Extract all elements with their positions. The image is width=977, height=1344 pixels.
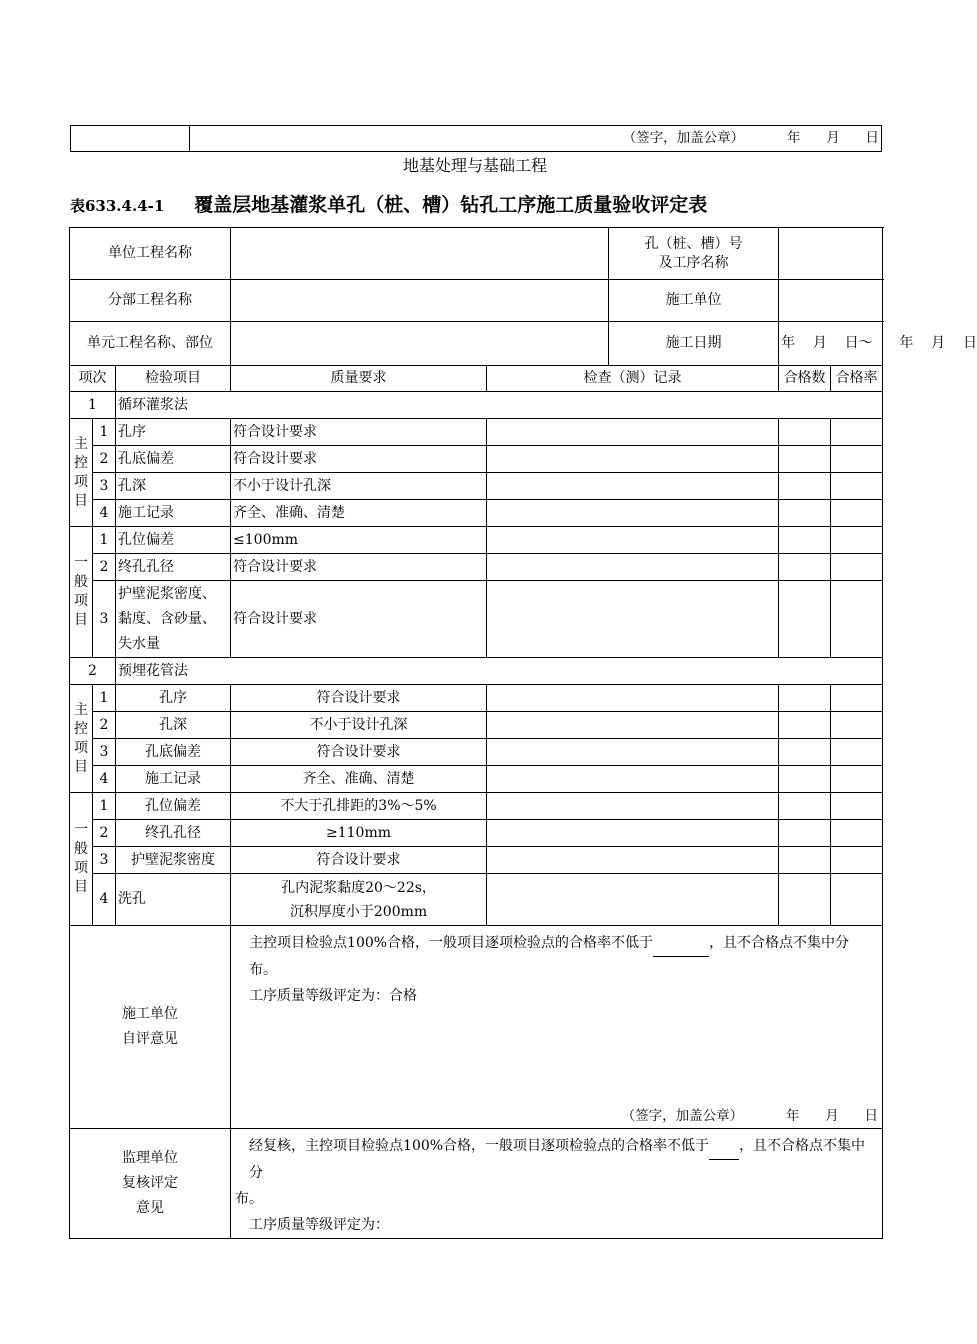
- unit-project-label: 单位工程名称: [70, 228, 231, 280]
- record-field[interactable]: [487, 766, 779, 793]
- form-title-line: [70, 190, 930, 217]
- pass-rate-field[interactable]: [831, 419, 883, 446]
- item-req: 符合设计要求: [231, 446, 487, 473]
- item-req: ≥110mm: [231, 820, 487, 847]
- item-req: ≤100mm: [231, 527, 487, 554]
- section-title: 地基处理与基础工程: [402, 156, 547, 175]
- item-no: 3: [93, 581, 116, 658]
- item-no: 4: [93, 500, 116, 527]
- date-label: 施工日期: [609, 322, 779, 366]
- table-row: [70, 874, 883, 926]
- record-field[interactable]: [487, 473, 779, 500]
- item-no: 3: [93, 739, 116, 766]
- general-items-label: 一 般 项 目: [70, 527, 93, 658]
- pass-rate-field[interactable]: [831, 874, 883, 926]
- pass-count-field[interactable]: [779, 793, 831, 820]
- record-field[interactable]: [487, 739, 779, 766]
- table-row: [70, 793, 883, 820]
- main-items-label: 主 控 项 目: [70, 419, 93, 527]
- item-req: 符合设计要求: [231, 685, 487, 712]
- item-name: 孔序: [116, 685, 231, 712]
- pass-rate-field[interactable]: [831, 473, 883, 500]
- pass-rate-field[interactable]: [831, 847, 883, 874]
- supervisor-pass-rate-blank[interactable]: [709, 1133, 739, 1160]
- record-field[interactable]: [487, 446, 779, 473]
- pass-count-field[interactable]: [779, 874, 831, 926]
- table-row: [70, 446, 883, 473]
- fragment-signature-line: （签字，加盖公章） 年 月 日: [190, 126, 882, 152]
- col-item-no: 项次: [70, 366, 116, 392]
- table-row: [70, 419, 883, 446]
- pass-count-field[interactable]: [779, 685, 831, 712]
- item-no: 3: [93, 847, 116, 874]
- pass-rate-field[interactable]: [831, 712, 883, 739]
- item-req: 符合设计要求: [231, 554, 487, 581]
- pass-rate-field[interactable]: [831, 685, 883, 712]
- col-pass-rate: 合格率: [831, 366, 883, 392]
- item-no: 2: [93, 712, 116, 739]
- pass-count-field[interactable]: [779, 581, 831, 658]
- hole-no-field[interactable]: [779, 228, 883, 280]
- table-row: [70, 685, 883, 712]
- col-inspection-item: 检验项目: [116, 366, 231, 392]
- pass-rate-field[interactable]: [831, 554, 883, 581]
- unit-project-field[interactable]: [231, 228, 609, 280]
- item-name: 终孔孔径: [116, 820, 231, 847]
- method2-no: 2: [70, 658, 116, 685]
- pass-count-field[interactable]: [779, 527, 831, 554]
- sub-project-field[interactable]: [231, 280, 609, 322]
- item-name: 施工记录: [116, 500, 231, 527]
- hole-no-label-line2: 及工序名称: [658, 254, 729, 271]
- pass-count-field[interactable]: [779, 419, 831, 446]
- supervisor-opinion-text: 经复核，主控项目检验点100%合格，一般项目逐项检验点的合格率不低于 ，且不合格点不集中分: [235, 1133, 876, 1186]
- element-label: 单元工程名称、部位: [70, 322, 231, 366]
- item-no: 1: [93, 685, 116, 712]
- item-req: 符合设计要求: [231, 739, 487, 766]
- item-req: 孔内泥浆黏度20～22s， 沉积厚度小于200mm: [231, 874, 487, 926]
- col-record: 检查（测）记录: [487, 366, 779, 392]
- item-no: 2: [93, 446, 116, 473]
- pass-rate-field[interactable]: [831, 739, 883, 766]
- item-req: 不小于设计孔深: [231, 473, 487, 500]
- record-field[interactable]: [487, 554, 779, 581]
- table-row: [70, 847, 883, 874]
- item-name: 护壁泥浆密度: [116, 847, 231, 874]
- pass-count-field[interactable]: [779, 712, 831, 739]
- table-row: [70, 712, 883, 739]
- item-no: 2: [93, 554, 116, 581]
- contractor-opinion-text: 主控项目检验点100%合格，一般项目逐项检验点的合格率不低于 ，且不合格点不集中分布。: [249, 930, 876, 983]
- item-req: 符合设计要求: [231, 419, 487, 446]
- supervisor-opinion-label: 监理单位 复核评定 意见: [70, 1129, 231, 1239]
- supervisor-opinion-box[interactable]: [231, 1129, 883, 1239]
- fragment-empty-cell: [71, 126, 190, 152]
- pass-rate-field[interactable]: [831, 820, 883, 847]
- item-req: 齐全、准确、清楚: [231, 500, 487, 527]
- col-quality-req: 质量要求: [231, 366, 487, 392]
- date-field[interactable]: 年 月 日～ 年 月 日: [779, 322, 883, 366]
- item-req: 符合设计要求: [231, 847, 487, 874]
- item-no: 1: [93, 527, 116, 554]
- item-req: 不大于孔排距的3%～5%: [231, 793, 487, 820]
- contractor-signature: （签字，加盖公章） 年 月 日: [621, 1108, 879, 1124]
- item-no: 2: [93, 820, 116, 847]
- record-field[interactable]: [487, 527, 779, 554]
- item-name: 孔底偏差: [116, 739, 231, 766]
- item-name: 孔序: [116, 419, 231, 446]
- pass-count-field[interactable]: [779, 739, 831, 766]
- table-row: [70, 500, 883, 527]
- item-name: 孔位偏差: [116, 793, 231, 820]
- pass-rate-field[interactable]: [831, 527, 883, 554]
- pass-count-field[interactable]: [779, 446, 831, 473]
- method1-name: 循环灌浆法: [116, 392, 883, 419]
- pass-count-field[interactable]: [779, 847, 831, 874]
- contractor-label: 施工单位: [609, 280, 779, 322]
- hole-no-label-line1: 孔（桩、槽）号: [644, 235, 743, 252]
- item-req: 齐全、准确、清楚: [231, 766, 487, 793]
- table-row: [70, 739, 883, 766]
- contractor-grade: 工序质量等级评定为：合格: [249, 988, 418, 1004]
- supervisor-opinion-wrap: 布。: [235, 1191, 264, 1207]
- item-name: 孔位偏差: [116, 527, 231, 554]
- item-name: 终孔孔径: [116, 554, 231, 581]
- record-field[interactable]: [487, 847, 779, 874]
- record-field[interactable]: [487, 500, 779, 527]
- pass-count-field[interactable]: [779, 554, 831, 581]
- sub-project-label: 分部工程名称: [70, 280, 231, 322]
- main-items-label: 主 控 项 目: [70, 685, 93, 793]
- contractor-field[interactable]: [779, 280, 883, 322]
- record-field[interactable]: [487, 874, 779, 926]
- form-code: 表633.4.4-1: [70, 197, 165, 215]
- contractor-opinion-box[interactable]: [231, 926, 883, 1129]
- table-row: [70, 581, 883, 658]
- record-field[interactable]: [487, 685, 779, 712]
- method2-name: 预埋花管法: [116, 658, 883, 685]
- item-no: 4: [93, 766, 116, 793]
- item-no: 1: [93, 419, 116, 446]
- table-row: [70, 527, 883, 554]
- item-name: 孔深: [116, 712, 231, 739]
- element-field[interactable]: [231, 322, 609, 366]
- pass-rate-field[interactable]: [831, 581, 883, 658]
- item-req: 不小于设计孔深: [231, 712, 487, 739]
- item-name: 孔深: [116, 473, 231, 500]
- general-items-label: 一 般 项 目: [70, 793, 93, 926]
- table-row: [70, 766, 883, 793]
- item-name: 施工记录: [116, 766, 231, 793]
- pass-count-field[interactable]: [779, 820, 831, 847]
- inspection-form-table: [69, 227, 977, 1239]
- contractor-opinion-label: 施工单位 自评意见: [70, 926, 231, 1129]
- pass-count-field[interactable]: [779, 766, 831, 793]
- form-title: 覆盖层地基灌浆单孔（桩、槽）钻孔工序施工质量验收评定表: [194, 194, 708, 216]
- record-field[interactable]: [487, 419, 779, 446]
- item-req: 符合设计要求: [231, 581, 487, 658]
- item-no: 3: [93, 473, 116, 500]
- item-name: 孔底偏差: [116, 446, 231, 473]
- pass-rate-blank[interactable]: [653, 930, 709, 957]
- item-no: 4: [93, 874, 116, 926]
- record-field[interactable]: [487, 820, 779, 847]
- method1-no: 1: [70, 392, 116, 419]
- previous-form-fragment: [70, 125, 882, 152]
- record-field[interactable]: [487, 712, 779, 739]
- item-no: 1: [93, 793, 116, 820]
- record-field[interactable]: [487, 581, 779, 658]
- table-row: [70, 473, 883, 500]
- col-pass-count: 合格数: [779, 366, 831, 392]
- hole-no-label: [609, 228, 779, 280]
- table-row: [70, 820, 883, 847]
- record-field[interactable]: [487, 793, 779, 820]
- pass-rate-field[interactable]: [831, 446, 883, 473]
- item-name: 护壁泥浆密度、 黏度、含砂量、 失水量: [116, 581, 231, 658]
- pass-count-field[interactable]: [779, 500, 831, 527]
- pass-rate-field[interactable]: [831, 793, 883, 820]
- pass-rate-field[interactable]: [831, 766, 883, 793]
- supervisor-grade: 工序质量等级评定为：: [249, 1217, 390, 1233]
- pass-count-field[interactable]: [779, 473, 831, 500]
- pass-rate-field[interactable]: [831, 500, 883, 527]
- table-row: [70, 554, 883, 581]
- item-name: 洗孔: [116, 874, 231, 926]
